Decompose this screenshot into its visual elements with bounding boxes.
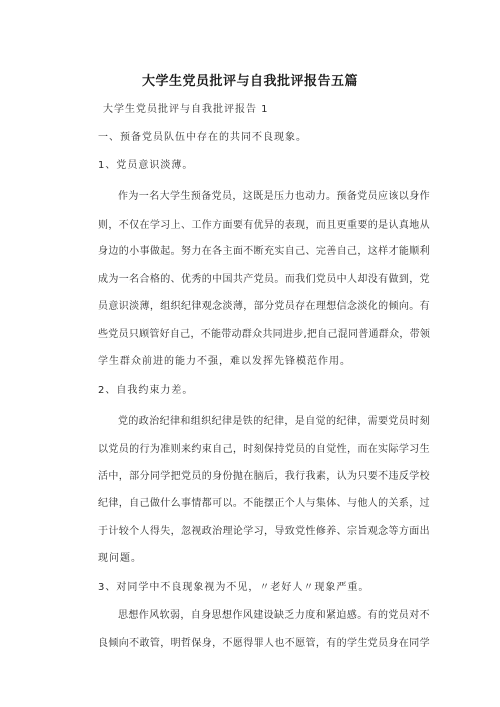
- document-title: 大学生党员批评与自我批评报告五篇: [141, 74, 358, 89]
- paragraph-line: 良倾向不敢管，明哲保身，不愿得罪人也不愿管，有的学生党员身在同学: [98, 638, 430, 649]
- paragraph-line: 纪律，自己做什么事情都可以。不能摆正个人与集体、与他人的关系，过: [98, 498, 430, 509]
- report-subtitle: 大学生党员批评与自我批评报告 1: [103, 104, 269, 115]
- paragraph-line: 则，不仅在学习上、工作方面要有优异的表现，而且更重要的是认真地从: [98, 220, 430, 231]
- paragraph-line: 于计较个人得失，忽视政治理论学习，导致党性修养、宗旨观念等方面出: [98, 526, 430, 537]
- item-heading: 2、自我约束力差。: [98, 385, 194, 396]
- paragraph-line: 身边的小事做起。努力在各主面不断充实自己、完善自己，这样才能顺利: [98, 246, 430, 257]
- paragraph-line: 些党员只顾管好自己，不能带动群众共同进步,把自己混同普通群众，带领: [98, 329, 431, 340]
- section-heading: 一、预备党员队伍中存在的共同不良现象。: [98, 132, 307, 143]
- paragraph-line: 成为一名合格的、优秀的中国共产党员。而我们党员中人却没有做到，党: [98, 274, 430, 285]
- item-heading: 1、党员意识淡薄。: [98, 160, 194, 171]
- paragraph-line: 活中，部分同学把党员的身份抛在脑后，我行我素，认为只要不违反学校: [98, 471, 430, 482]
- paragraph-line: 以党员的行为准则来约束自己，时刻保持党员的自觉性，而在实际学习生: [98, 444, 430, 455]
- paragraph-line: 党的政治纪律和组织纪律是铁的纪律，是自觉的纪律，需要党员时刻: [118, 416, 430, 427]
- item-heading: 3、对同学中不良现象视为不见，〃老好人〃现象严重。: [98, 582, 370, 593]
- paragraph-line: 思想作风软弱，自身思想作风建设缺乏力度和紧迫感。有的党员对不: [118, 610, 430, 621]
- paragraph-line: 现问题。: [98, 553, 142, 564]
- paragraph-line: 员意识淡薄，组织纪律观念淡薄，部分党员存在理想信念淡化的倾向。有: [98, 301, 430, 312]
- paragraph-line: 作为一名大学生预备党员，这既是压力也动力。预备党员应该以身作: [118, 191, 430, 202]
- paragraph-line: 学生群众前进的能力不强，难以发挥先锋模范作用。: [98, 356, 351, 367]
